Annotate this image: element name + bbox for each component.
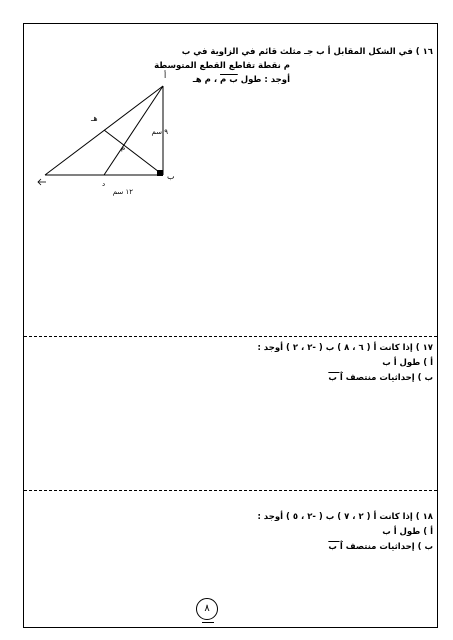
label-d: د — [102, 180, 106, 188]
q17-line2: أ ) طول أ ب — [382, 358, 433, 368]
divider-2 — [24, 490, 437, 491]
median-bh — [104, 130, 163, 175]
q17-line1: ١٧ ) إذا كانت أ ( ٦ ، ٨ ) ب ( -٢ ، ٢ ) أوجد : — [257, 343, 433, 353]
q18-segment-ab: أ ب — [328, 542, 343, 552]
divider-1 — [24, 336, 437, 337]
label-side-bc: ١٢ سم — [112, 188, 133, 196]
label-b: ب — [167, 172, 175, 181]
q16-find-label: أوجد : طول — [237, 75, 290, 85]
q16-segment-bm: ب م — [220, 75, 238, 85]
label-m: م — [121, 144, 126, 152]
q18-line3 — [328, 542, 433, 552]
q18-line1: ١٨ ) إذا كانت أ ( ٢ ، ٧ ) ب ( -٢ ، ٥ ) أوجد : — [257, 512, 433, 522]
label-h: هـ — [91, 114, 98, 123]
q16-line1: ١٦ ) في الشكل المقابل أ ب جـ مثلث قائم في الزاوية في ب — [181, 47, 433, 57]
page-number-underline — [202, 622, 214, 623]
label-a: أ — [164, 71, 167, 80]
label-side-ab: ٩ سم — [151, 128, 168, 136]
right-angle-mark — [157, 170, 163, 176]
q16-line2: م نقطة تقاطع القطع المتوسطة — [154, 61, 290, 71]
q17-midpoint-label: ب ) إحداثيات منتصف — [342, 373, 433, 383]
q17-line3 — [328, 373, 433, 383]
page-number: ٨ — [196, 598, 218, 620]
q18-midpoint-label: ب ) إحداثيات منتصف — [342, 542, 433, 552]
q17-segment-ab: أ ب — [328, 373, 343, 383]
q16-segment-mh: ، م هـ — [192, 75, 221, 85]
q18-line2: أ ) طول أ ب — [382, 527, 433, 537]
